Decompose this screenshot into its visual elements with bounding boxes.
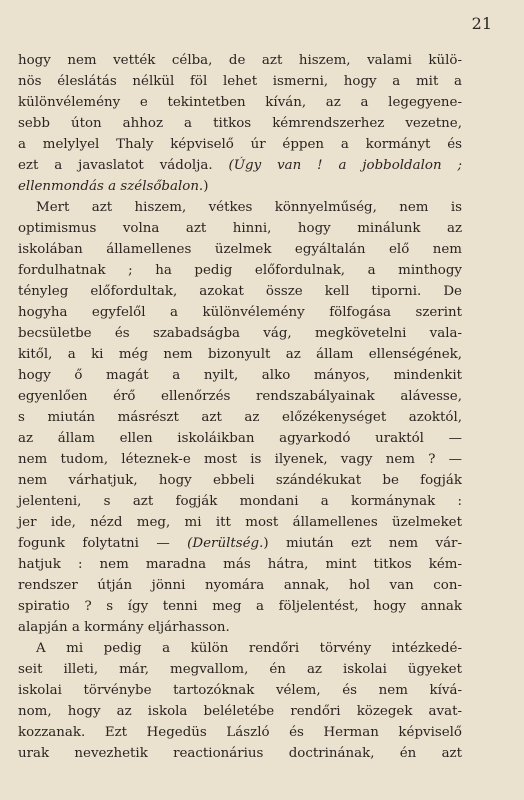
- text-line: [18, 407, 462, 428]
- text-line: [18, 596, 462, 617]
- text-line: [18, 197, 462, 218]
- text-line-content: jelenteni, s azt fogják mondani a kormánynak :: [18, 494, 462, 509]
- text-line-content: s miután másrészt azt az előzékenységet azoktól,: [18, 410, 462, 425]
- text-line-content: nem tudom, léteznek-e most is ilyenek, vagy nem ? —: [18, 452, 462, 467]
- text-line: [18, 386, 462, 407]
- text-line-content: rendszer útján jönni nyomára annak, hol van con-: [18, 578, 462, 593]
- text-line: [18, 701, 462, 722]
- text-line-tail: ): [203, 179, 209, 194]
- text-line: [18, 617, 462, 638]
- text-line-content: hatjuk : nem maradna más hátra, mint titkos kém-: [18, 557, 462, 572]
- text-line-content: spiratio ? s így tenni meg a följelentést, hogy annak: [18, 599, 462, 614]
- text-line: [18, 323, 462, 344]
- text-line-content: sebb úton ahhoz a titkos kémrendszerhez vezetne,: [18, 116, 462, 131]
- text-line: [18, 113, 462, 134]
- text-line: [18, 659, 462, 680]
- text-line: [18, 302, 462, 323]
- text-line-content: alapján a kormány eljárhasson.: [18, 620, 230, 635]
- text-line: [18, 281, 462, 302]
- text-line: [18, 218, 462, 239]
- text-line-content: hogyha egyfelől a különvélemény fölfogása szerint: [18, 305, 462, 320]
- text-line-content: hogy ő magát a nyilt, alko mányos, mindenkit: [18, 368, 462, 383]
- text-line: [18, 92, 462, 113]
- text-line-content: nom, hogy az iskola beléletébe rendőri közegek avat-: [18, 704, 462, 719]
- text-line-content: jer ide, nézd meg, mi itt most államellenes üzelmeket: [18, 515, 462, 530]
- text-line-content: fordulhatnak ; ha pedig előfordulnak, a minthogy: [18, 263, 462, 278]
- text-line: [18, 554, 462, 575]
- text-line: [18, 512, 462, 533]
- italic-annotation: (Derültség.: [187, 536, 264, 551]
- text-line-content: ezt a javaslatot vádolja.: [18, 158, 229, 173]
- text-line: [18, 344, 462, 365]
- italic-annotation: (Úgy van ! a jobboldalon ;: [228, 158, 463, 173]
- page-number: 21: [471, 14, 492, 33]
- text-line: [18, 743, 462, 764]
- text-line-content: az állam ellen iskoláikban agyarkodó uraktól —: [18, 431, 462, 446]
- text-line: [18, 155, 462, 176]
- text-line-content: nös éleslátás nélkül föl lehet ismerni, hogy a mit a: [18, 74, 462, 89]
- text-line: [18, 71, 462, 92]
- text-line-content: hogy nem vették célba, de azt hiszem, valami külö-: [18, 53, 462, 68]
- text-line-content: optimismus volna azt hinni, hogy minálunk az: [18, 221, 462, 236]
- text-line-content: kozzanak. Ezt Hegedüs László és Herman képviselő: [18, 725, 462, 740]
- text-line: [18, 680, 462, 701]
- text-line: [18, 533, 462, 554]
- text-line-content: egyenlően érő ellenőrzés rendszabályainak alávesse,: [18, 389, 462, 404]
- text-line-tail: ) miután ezt nem vár-: [263, 536, 462, 551]
- text-line-content: A mi pedig a külön rendőri törvény intézkedé-: [36, 641, 462, 656]
- text-line: [18, 365, 462, 386]
- text-line-content: fogunk folytatni —: [18, 536, 188, 551]
- text-line: [18, 491, 462, 512]
- text-line-content: Mert azt hiszem, vétkes könnyelműség, nem is: [36, 200, 462, 215]
- text-line: [18, 638, 462, 659]
- text-line-content: tényleg előfordultak, azokat össze kell tiporni. De: [18, 284, 462, 299]
- text-line: [18, 260, 462, 281]
- italic-annotation: ellenmondás a szélsőbalon.: [18, 179, 204, 194]
- text-line-content: iskolában államellenes üzelmek egyáltalán elő nem: [18, 242, 462, 257]
- text-line-content: a melylyel Thaly képviselő úr éppen a kormányt és: [18, 137, 462, 152]
- text-line: [18, 470, 462, 491]
- text-line-content: kitől, a ki még nem bizonyult az állam ellenségének,: [18, 347, 462, 362]
- text-line: [18, 428, 462, 449]
- text-line-content: különvélemény e tekintetben kíván, az a legegyene-: [18, 95, 462, 110]
- text-line-content: urak nevezhetik reactionárius doctrinának, én azt: [18, 746, 462, 761]
- text-line-content: nem várhatjuk, hogy ebbeli szándékukat be fogják: [18, 473, 462, 488]
- text-line-content: iskolai törvénybe tartozóknak vélem, és nem kívá-: [18, 683, 462, 698]
- text-line: [18, 50, 462, 71]
- text-line: [18, 239, 462, 260]
- text-line-content: seit illeti, már, megvallom, én az iskolai ügyeket: [18, 662, 462, 677]
- text-line: [18, 722, 462, 743]
- body-text: [18, 50, 462, 764]
- text-line-content: becsületbe és szabadságba vág, megkövetelni vala-: [18, 326, 462, 341]
- text-line: [18, 575, 462, 596]
- text-line: [18, 449, 462, 470]
- text-line: [18, 176, 462, 197]
- text-line: [18, 134, 462, 155]
